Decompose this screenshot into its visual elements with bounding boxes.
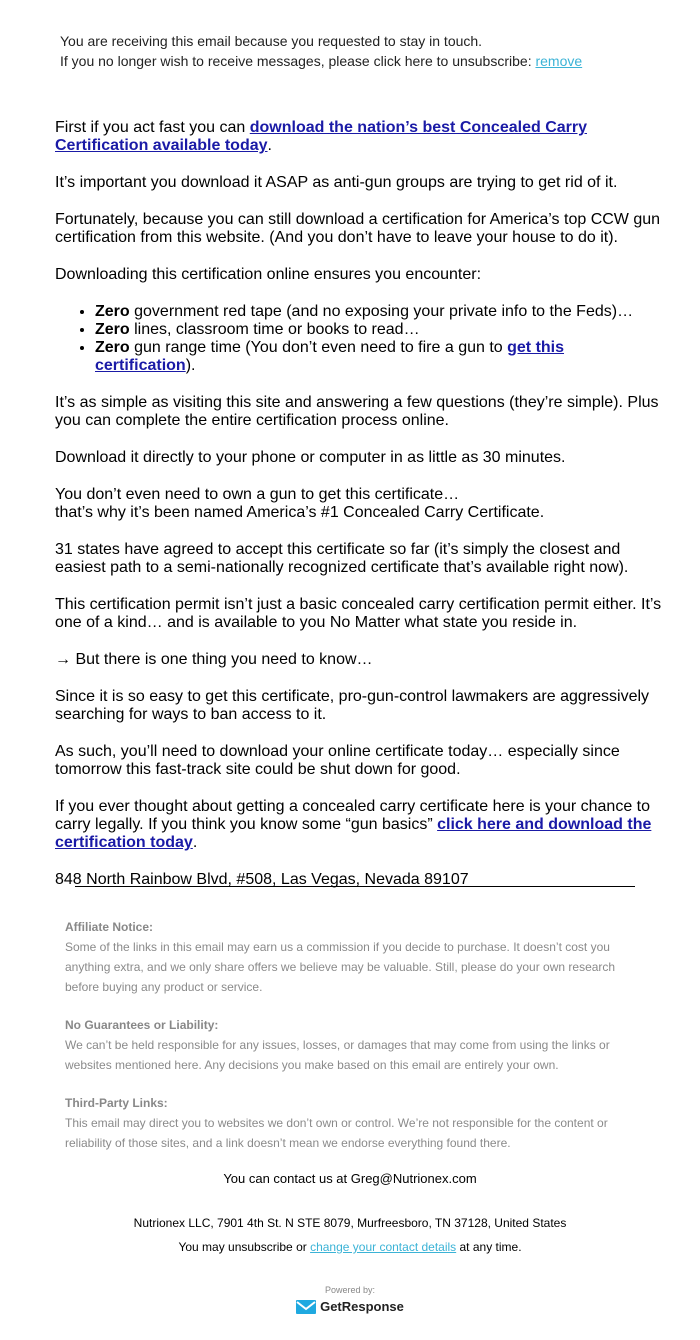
paragraph: Downloading this certification online ensures you encounter: [55, 266, 482, 283]
address: 848 North Rainbow Blvd, #508, Las Vegas, Nevada 89107 [55, 871, 469, 888]
paragraph: It’s important you download it ASAP as anti-gun groups are trying to get rid of it. [55, 174, 618, 191]
paragraph: This certification permit isn’t just a basic concealed carry certification permit either. It’s one of a kind… and is available to you No Matter what state you reside in. [55, 596, 662, 631]
paragraph: 31 states have agreed to accept this certificate so far (it’s simply the closest and easiest path to a semi-nationally recognized certificate that’s available right now). [55, 541, 629, 576]
heading: Third-Party Links: [65, 1096, 168, 1110]
unsubscribe-line [0, 1240, 700, 1254]
paragraph: Fortunately, because you can still download a certification for America’s top CCW gun certification from this website. (And you don’t have to leave your house to do it). [55, 211, 661, 246]
text: Some of the links in this email may earn us a commission if you decide to purchase. It doesn’t cost you anything extra, and we only share offers we believe may be valuable. Still, please do your own research before buying any product or service. [65, 940, 616, 994]
bold: Zero [95, 303, 130, 320]
text: If you ever thought about getting a concealed carry certificate here is your chance to carry legally. If you think you know some “gun basics” [55, 798, 651, 833]
third-party-notice [65, 1093, 645, 1153]
paragraph [55, 486, 665, 522]
paragraph [55, 798, 665, 852]
company-address: Nutrionex LLC, 7901 4th St. N STE 8079, Murfreesboro, TN 37128, United States [133, 1216, 567, 1230]
getresponse-logo[interactable] [0, 1299, 700, 1317]
download-certification-link[interactable]: click here and download the certification today [55, 816, 652, 851]
paragraph: As such, you’ll need to download your online certificate today… especially since tomorrow this fast-track site could be shut down for good. [55, 743, 620, 778]
text: government red tape (and no exposing your private info to the Feds)… [129, 303, 634, 320]
download-link[interactable]: download the nation’s best Concealed Carry Certification available today [55, 119, 587, 154]
list-item [95, 339, 665, 375]
text: This email may direct you to websites we don’t own or control. We’re not responsible for the content or reliability of those sites, and a link doesn’t mean we endorse everything found there. [65, 1116, 608, 1150]
text: . [267, 137, 272, 154]
brand-name: GetResponse [320, 1299, 404, 1314]
change-contact-details-link[interactable]: change your contact details [310, 1240, 457, 1254]
email-body [55, 119, 665, 908]
heading: No Guarantees or Liability: [65, 1018, 219, 1032]
text: . [192, 834, 198, 851]
list-item [95, 321, 665, 339]
text: You don’t even need to own a gun to get this certificate… [55, 486, 460, 503]
list-item [95, 303, 665, 321]
bold: Zero [95, 339, 130, 356]
get-certification-link[interactable]: get this certification [95, 339, 565, 374]
powered-by: Powered by: [324, 1285, 376, 1295]
heading: Affiliate Notice: [65, 920, 154, 934]
text: We can’t be held responsible for any issues, losses, or damages that may come from using the links or websites mentioned here. Any decisions you make based on this email are entirely your own. [65, 1038, 610, 1072]
contact-line: You can contact us at Greg@Nutrionex.com [223, 1171, 477, 1186]
notice-line: If you no longer wish to receive messages, please click here to unsubscribe: [60, 53, 536, 69]
text: First if you act fast you can [55, 119, 250, 136]
text: gun range time (You don’t even need to fire a gun to [129, 339, 508, 356]
liability-notice [65, 1015, 645, 1075]
envelope-icon [296, 1300, 316, 1314]
text: that’s why it’s been named America’s #1 Concealed Carry Certificate. [55, 504, 545, 521]
affiliate-notice [65, 917, 645, 997]
disclaimers [65, 917, 645, 1171]
remove-link[interactable]: remove [535, 53, 583, 69]
benefit-list [55, 303, 665, 375]
divider [75, 886, 635, 887]
text: You may unsubscribe or [178, 1240, 311, 1254]
paragraph [55, 119, 665, 155]
paragraph: Since it is so easy to get this certificate, pro-gun-control lawmakers are aggressively searching for ways to ban access to it. [55, 688, 650, 723]
paragraph: Download it directly to your phone or computer in as little as 30 minutes. [55, 449, 566, 466]
bold: Zero [95, 321, 130, 338]
header-notice [60, 31, 582, 71]
text: lines, classroom time or books to read… [129, 321, 420, 338]
text: ). [185, 357, 196, 374]
notice-line: You are receiving this email because you requested to stay in touch. [60, 33, 483, 49]
paragraph: It’s as simple as visiting this site and answering a few questions (they’re simple). Plus you can complete the entire certification process online. [55, 394, 659, 429]
text: at any time. [456, 1240, 522, 1254]
paragraph: → But there is one thing you need to know… [55, 651, 373, 668]
